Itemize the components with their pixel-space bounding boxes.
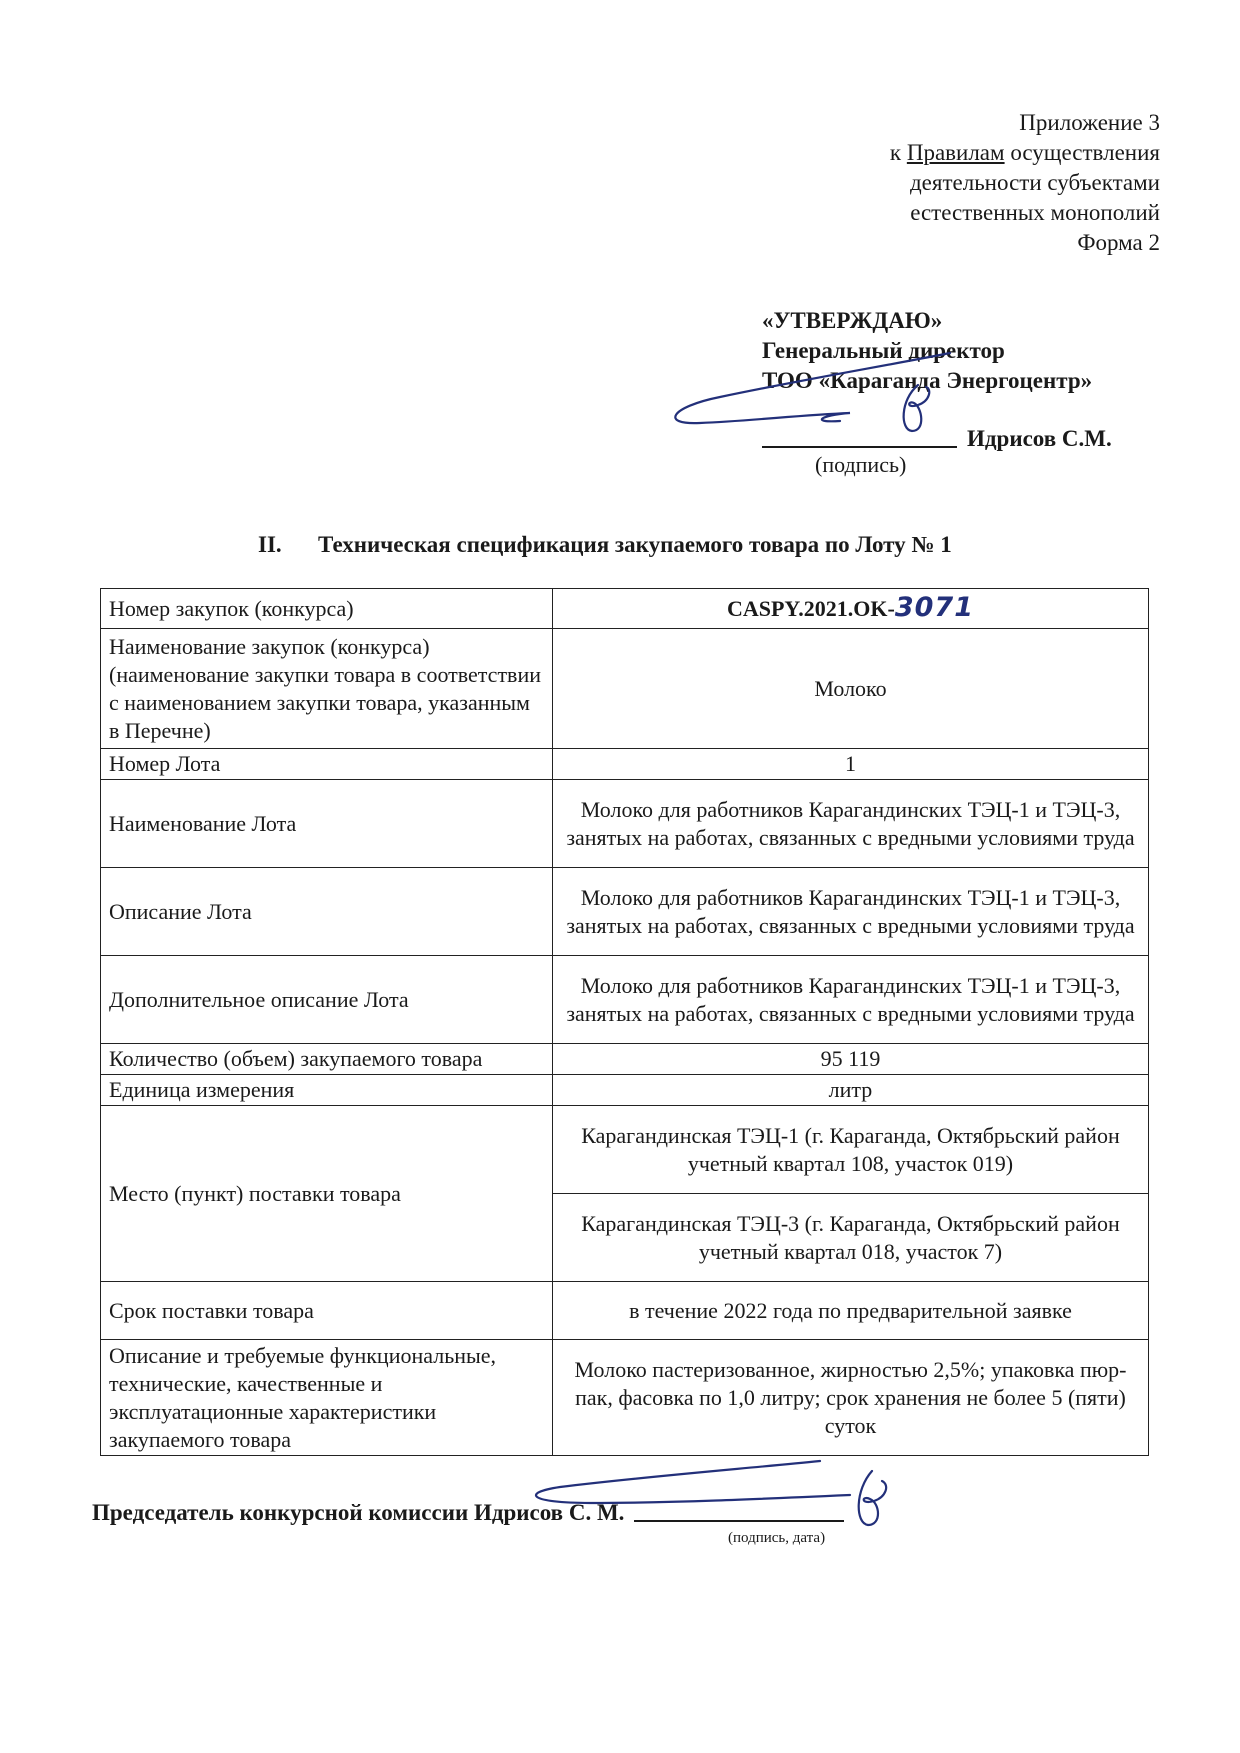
table-row (101, 629, 1149, 749)
appendix-text: к (889, 140, 907, 165)
row-value: Молоко для работников Карагандинских ТЭЦ-1 и ТЭЦ-3, занятых на работах, связанных с вредными условиями труда (553, 868, 1149, 956)
row-label: Описание Лота (101, 868, 553, 956)
row-value: Молоко для работников Карагандинских ТЭЦ-1 и ТЭЦ-3, занятых на работах, связанных с вредными условиями труда (553, 780, 1149, 868)
director-signature (650, 345, 970, 435)
table-row (101, 1106, 1149, 1194)
table-row (101, 1340, 1149, 1456)
signature-caption: (подпись) (815, 452, 907, 477)
spec-table (100, 588, 1149, 1456)
table-row (101, 956, 1149, 1044)
row-label: Номер Лота (101, 749, 553, 780)
delivery-point-2: Карагандинская ТЭЦ-3 (г. Караганда, Октябрьский район учетный квартал 018, участок 7) (553, 1194, 1149, 1282)
appendix-header (890, 108, 1160, 258)
row-label: Наименование Лота (101, 780, 553, 868)
appendix-line: Приложение 3 (1019, 110, 1160, 135)
rules-link[interactable]: Правилам (906, 140, 1005, 165)
table-row (101, 1282, 1149, 1340)
approval-signer: Идрисов С.М. (967, 426, 1112, 451)
row-value: Молоко (553, 629, 1149, 749)
appendix-line: деятельности субъектами (909, 170, 1160, 195)
approval-company: ТОО «Караганда Энергоцентр» (762, 368, 1093, 393)
appendix-text: осуществления (1004, 140, 1160, 165)
section-title: Техническая спецификация закупаемого товара по Лоту № 1 (318, 532, 952, 557)
signature-date-caption: (подпись, дата) (728, 1530, 826, 1546)
purchase-number (553, 589, 1149, 629)
form-number: Форма 2 (1077, 230, 1160, 255)
signature-line (634, 1520, 844, 1522)
section-number: II. (258, 532, 282, 557)
table-row (101, 780, 1149, 868)
approval-signature-row (762, 424, 1112, 454)
table-row (101, 749, 1149, 780)
table-row (101, 1044, 1149, 1075)
row-label: Количество (объем) закупаемого товара (101, 1044, 553, 1075)
appendix-line (890, 138, 1160, 168)
row-label: Номер закупок (конкурса) (101, 589, 553, 629)
row-label: Единица измерения (101, 1075, 553, 1106)
row-value: в течение 2022 года по предварительной заявке (553, 1282, 1149, 1340)
table-row (101, 1075, 1149, 1106)
section-heading (258, 532, 952, 558)
table-row (101, 589, 1149, 629)
approval-title: «УТВЕРЖДАЮ» (762, 308, 943, 333)
row-label: Наименование закупок (конкурса) (наименование закупки товара в соответствии с наименованием закупки товара, указанным в Перечне) (101, 629, 553, 749)
signature-line (762, 446, 957, 448)
delivery-point-1: Карагандинская ТЭЦ-1 (г. Караганда, Октябрьский район учетный квартал 108, участок 019) (553, 1106, 1149, 1194)
row-value: 95 119 (553, 1044, 1149, 1075)
appendix-line: естественных монополий (910, 200, 1160, 225)
chair-signature-row (92, 1500, 844, 1526)
purchase-number-prefix: CASPY.2021.OK- (726, 596, 895, 621)
row-value: Молоко для работников Карагандинских ТЭЦ-1 и ТЭЦ-3, занятых на работах, связанных с вредными условиями труда (553, 956, 1149, 1044)
row-label: Место (пункт) поставки товара (101, 1106, 553, 1282)
row-value: литр (553, 1075, 1149, 1106)
chair-text: Председатель конкурсной комиссии Идрисов С. М. (92, 1500, 625, 1525)
row-label: Срок поставки товара (101, 1282, 553, 1340)
row-value: 1 (553, 749, 1149, 780)
row-value: Молоко пастеризованное, жирностью 2,5%; упаковка пюр-пак, фасовка по 1,0 литру; срок хранения не более 5 (пяти) суток (553, 1340, 1149, 1456)
row-label: Описание и требуемые функциональные, технические, качественные и эксплуатационные характеристики закупаемого товара (101, 1340, 553, 1456)
table-row (101, 868, 1149, 956)
approval-position: Генеральный директор (762, 338, 1005, 363)
row-label: Дополнительное описание Лота (101, 956, 553, 1044)
handwritten-number: 3071 (894, 592, 975, 623)
